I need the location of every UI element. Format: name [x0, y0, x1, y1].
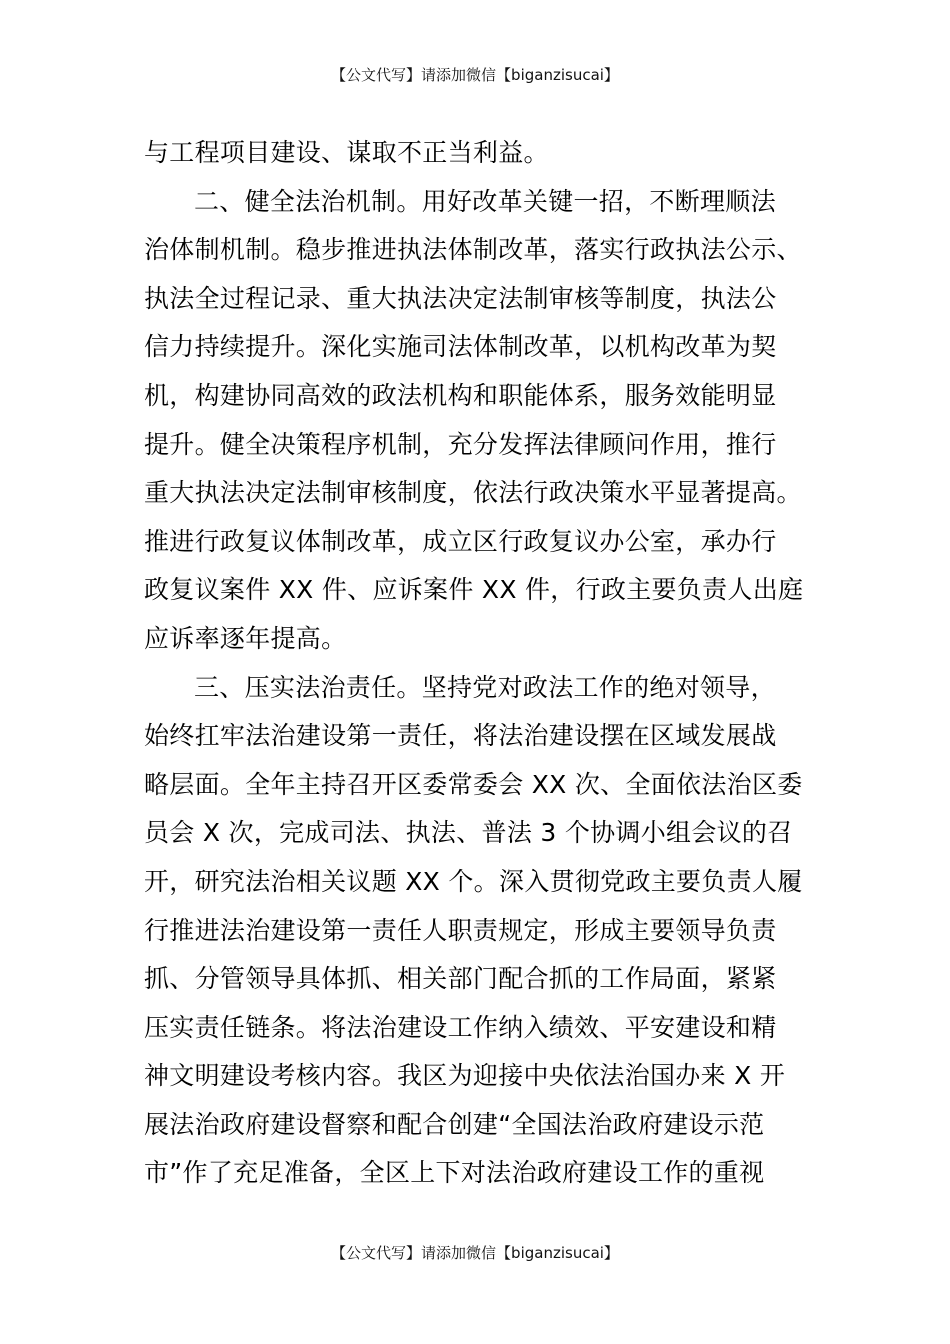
text-line: 市”作了充足准备，全区上下对法治政府建设工作的重视 [144, 1158, 765, 1188]
text-line: 抓、分管领导具体抓、相关部门配合抓的工作局面，紧紧 [144, 964, 777, 994]
text-line: 机，构建协同高效的政法机构和职能体系，服务效能明显 [144, 380, 777, 410]
text-line: 始终扛牢法治建设第一责任，将法治建设摆在区域发展战 [144, 721, 777, 751]
paragraph-heading-line: 二、健全法治机制。用好改革关键一招，不断理顺法 [194, 186, 776, 216]
text-line: 治体制机制。稳步推进执法体制改革，落实行政执法公示、 [144, 235, 802, 265]
text-line: 提升。健全决策程序机制，充分发挥法律顾问作用，推行 [144, 429, 777, 459]
text-line: 推进行政复议体制改革，成立区行政复议办公室，承办行 [144, 526, 777, 556]
text-line: 政复议案件 XX 件、应诉案件 XX 件，行政主要负责人出庭 [144, 575, 804, 605]
text-line: 应诉率逐年提高。 [144, 623, 347, 653]
text-line: 行推进法治建设第一责任人职责规定，形成主要领导负责 [144, 915, 777, 945]
document-body [144, 129, 806, 1198]
text-line: 展法治政府建设督察和配合创建“全国法治政府建设示范 [144, 1109, 765, 1139]
text-line: 略层面。全年主持召开区委常委会 XX 次、全面依法治区委 [144, 769, 803, 799]
text-line: 重大执法决定法制审核制度，依法行政决策水平显著提高。 [144, 478, 802, 508]
text-line: 信力持续提升。深化实施司法体制改革，以机构改革为契 [144, 332, 777, 362]
text-line: 开，研究法治相关议题 XX 个。深入贯彻党政主要负责人履 [144, 866, 803, 896]
text-line: 员会 X 次，完成司法、执法、普法 3 个协调小组会议的召 [144, 818, 793, 848]
text-line: 与工程项目建设、谋取不正当利益。 [144, 138, 549, 167]
page-header: 【公文代写】请添加微信【biganzisucai】 [331, 66, 619, 84]
text-line: 执法全过程记录、重大执法决定法制审核等制度，执法公 [144, 283, 777, 313]
paragraph-heading-line: 三、压实法治责任。坚持党对政法工作的绝对领导， [194, 672, 776, 702]
text-line: 神文明建设考核内容。我区为迎接中央依法治国办来 X 开 [144, 1061, 786, 1091]
page-footer: 【公文代写】请添加微信【biganzisucai】 [331, 1244, 619, 1262]
text-line: 压实责任链条。将法治建设工作纳入绩效、平安建设和精 [144, 1012, 777, 1042]
